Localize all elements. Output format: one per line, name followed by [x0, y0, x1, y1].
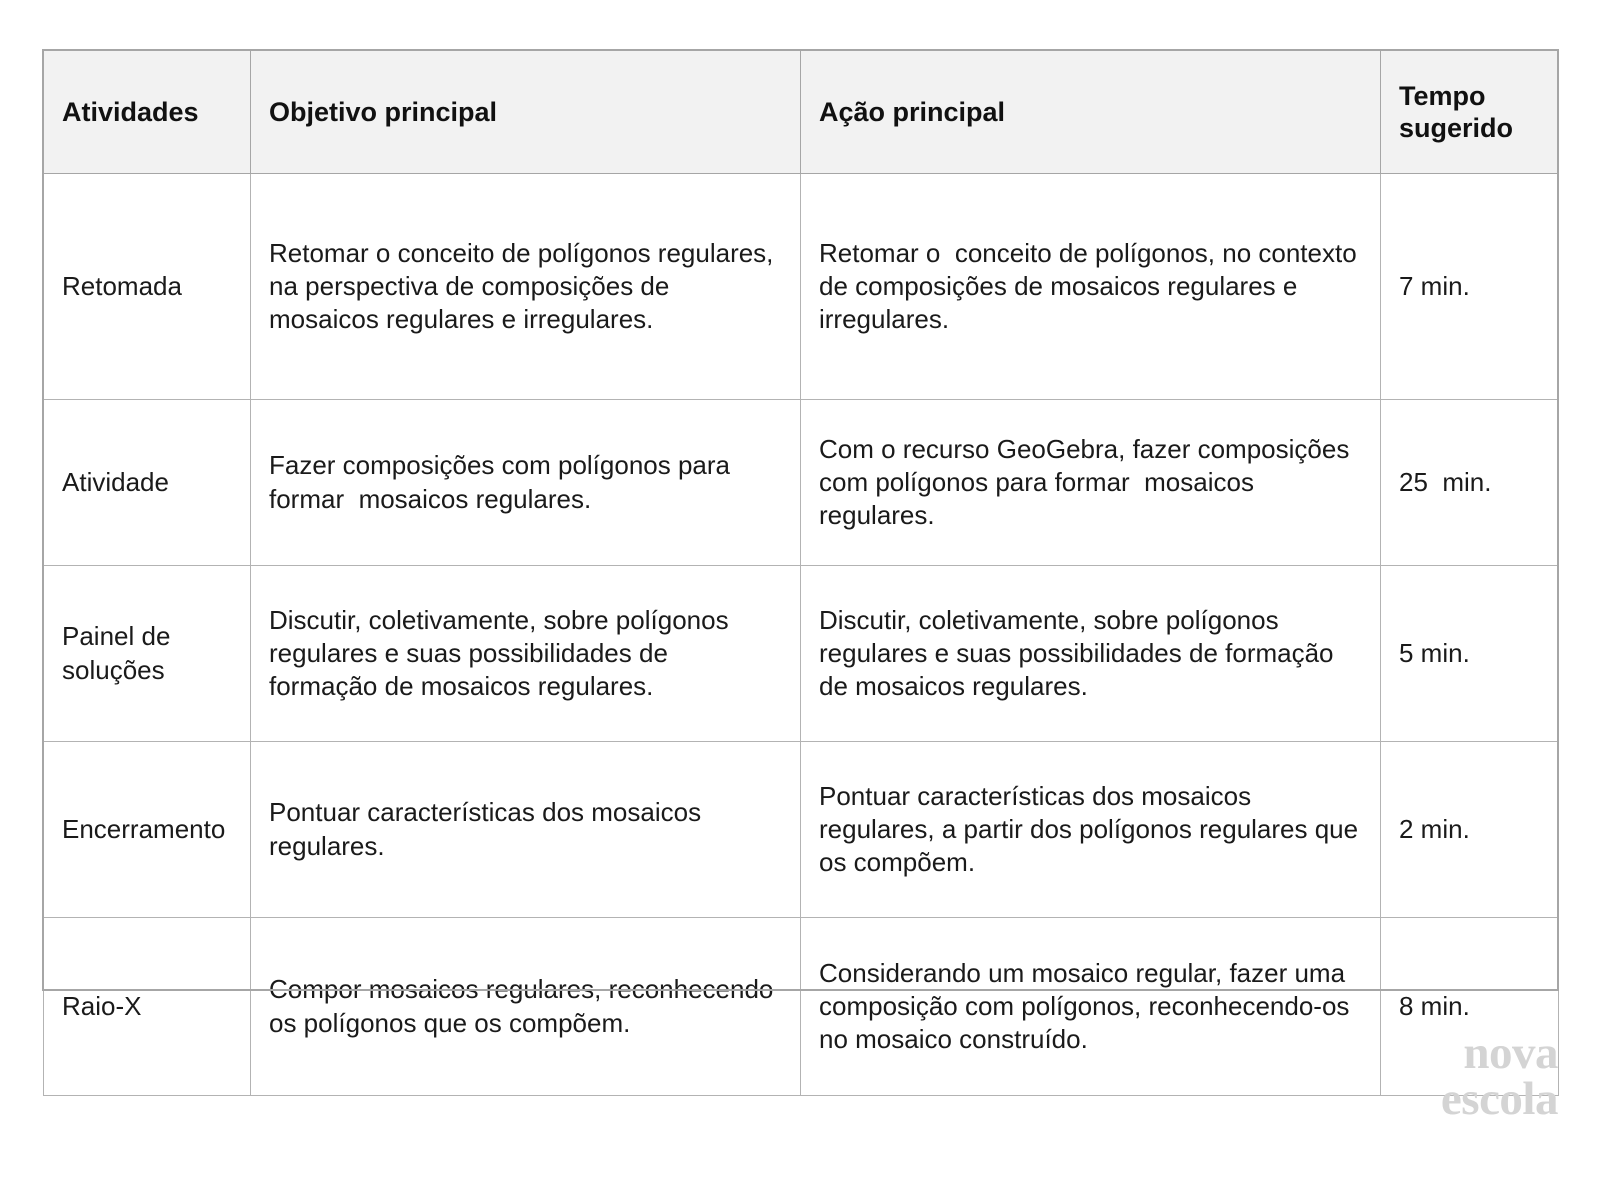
cell-acao: Discutir, coletivamente, sobre polígonos regulares e suas possibilidades de formação de mosaicos regulares.	[801, 566, 1381, 742]
table-row	[44, 174, 1559, 400]
cell-objetivo: Retomar o conceito de polígonos regulares, na perspectiva de composições de mosaicos regulares e irregulares.	[251, 174, 801, 400]
lesson-plan-table	[43, 50, 1559, 1096]
column-header-tempo-sugerido	[1381, 51, 1559, 174]
cell-objetivo: Fazer composições com polígonos para formar mosaicos regulares.	[251, 400, 801, 566]
cell-tempo: 5 min.	[1381, 566, 1559, 742]
column-header-acao-principal	[801, 51, 1381, 174]
table-body	[44, 174, 1559, 1096]
cell-tempo: 8 min.	[1381, 918, 1559, 1096]
table-header	[44, 51, 1559, 174]
table-header-row	[44, 51, 1559, 174]
cell-atividade: Painel de soluções	[44, 566, 251, 742]
column-header-atividades-label: Atividades	[62, 96, 199, 127]
cell-objetivo: Discutir, coletivamente, sobre polígonos regulares e suas possibilidades de formação de mosaicos regulares.	[251, 566, 801, 742]
cell-tempo: 2 min.	[1381, 742, 1559, 918]
cell-acao: Pontuar características dos mosaicos regulares, a partir dos polígonos regulares que os compõem.	[801, 742, 1381, 918]
column-header-acao-principal-label: Ação principal	[819, 96, 1006, 127]
table-row	[44, 918, 1559, 1096]
column-header-objetivo-principal-label: Objetivo principal	[269, 96, 498, 127]
column-header-tempo-sugerido-line1: Tempo	[1399, 80, 1486, 111]
table-row	[44, 742, 1559, 918]
column-header-atividades	[44, 51, 251, 174]
column-header-objetivo-principal	[251, 51, 801, 174]
cell-acao: Considerando um mosaico regular, fazer uma composição com polígonos, reconhecendo-os no mosaico construído.	[801, 918, 1381, 1096]
cell-objetivo: Pontuar características dos mosaicos regulares.	[251, 742, 801, 918]
table-row	[44, 400, 1559, 566]
cell-atividade: Raio-X	[44, 918, 251, 1096]
cell-acao: Retomar o conceito de polígonos, no contexto de composições de mosaicos regulares e irregulares.	[801, 174, 1381, 400]
nova-escola-logo	[1378, 1027, 1558, 1126]
cell-tempo: 25 min.	[1381, 400, 1559, 566]
cell-atividade: Atividade	[44, 400, 251, 566]
cell-tempo: 7 min.	[1381, 174, 1559, 400]
brand-line-escola: escola	[1440, 1073, 1558, 1126]
cell-atividade: Retomada	[44, 174, 251, 400]
cell-atividade: Encerramento	[44, 742, 251, 918]
brand-line-nova: nova	[1463, 1027, 1558, 1079]
column-header-tempo-sugerido-line2: sugerido	[1399, 113, 1514, 143]
cell-objetivo: Compor mosaicos regulares, reconhecendo os polígonos que os compõem.	[251, 918, 801, 1096]
table-row	[44, 566, 1559, 742]
cell-acao: Com o recurso GeoGebra, fazer composições com polígonos para formar mosaicos regulares.	[801, 400, 1381, 566]
